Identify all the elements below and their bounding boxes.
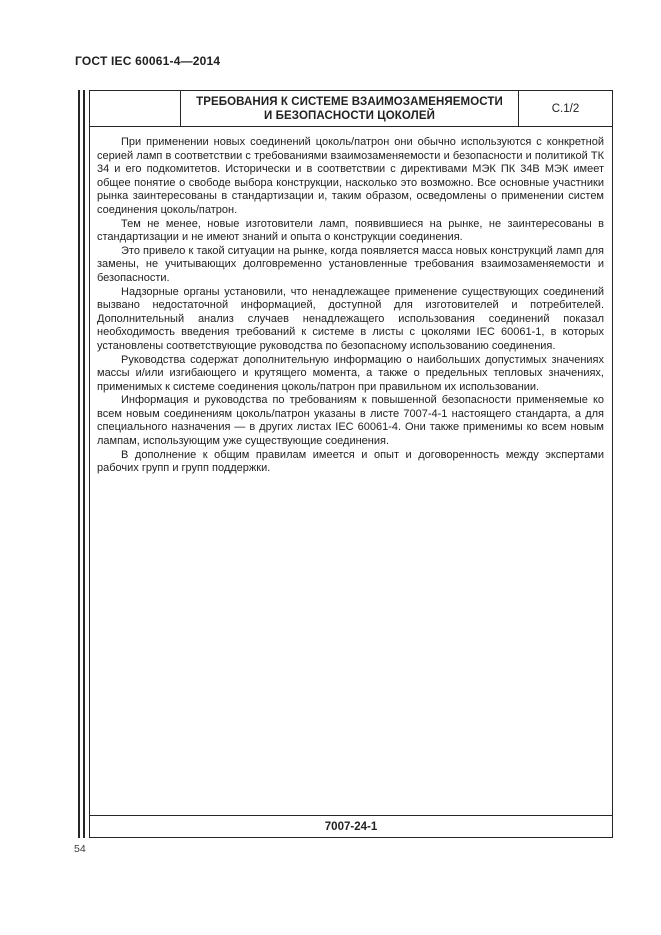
paragraph: Информация и руководства по требованиям к повышенной безопасности применяемые ко всем новым соединениям цоколь/патрон указаны в листе 7007-4-1 настоящего стандарта, а для специального назначения — в других листах IEC 60061-4. Они также применимы ко всем новым лампам, использующим уже существующие соединения.: [97, 394, 604, 448]
paragraph: В дополнение к общим правилам имеется и опыт и договоренность между экспертами рабочих групп и групп поддержки.: [97, 448, 604, 475]
sheet-title: [181, 91, 518, 126]
paragraph: При применении новых соединений цоколь/патрон они обычно используются с конкретной серией ламп в соответствии с требованиями взаимозаменяемости и безопасности и политикой ТК 34 и его подкомитетов. Исторически и в соответствии с директивами МЭК ПК 34В МЭК имеет общее понятие о свободе выбора конструкции, насколько это возможно. Все основные участники рынка заинтересованы в стандартизации и, таким образом, осведомлены о применении систем соединения цоколь/патрон.: [97, 136, 604, 216]
paragraph: Руководства содержат дополнительную информацию о наибольших допустимых значениях массы и/или изгибающего и крутящего момента, а также о предельных тепловых значениях, применимых к системе соединения цоколь/патрон при правильном их использовании.: [97, 353, 604, 393]
paragraph: Тем не менее, новые изготовители ламп, появившиеся на рынке, не заинтересованы в стандартизации и не имеют знаний и опыта о конструкции соединения.: [97, 217, 604, 244]
paragraph: Надзорные органы установили, что ненадлежащее применение существующих соединений вызвано недостаточной информацией, доступной для изготовителей и потребителей. Дополнительный анализ случаев ненадлежащего использования соединений показал необходимость введения требований к системе в листы с цоколями IEC 60061-1, в которых установлены соответствующие руководства по безопасному использованию соединения.: [97, 285, 604, 352]
sheet-footer: 7007-24-1: [90, 815, 612, 837]
sheet-ref: С.1/2: [518, 91, 612, 126]
sheet-title-line1: ТРЕБОВАНИЯ К СИСТЕМЕ ВЗАИМОЗАМЕНЯЕМОСТИ: [196, 95, 503, 108]
sheet-frame: [89, 90, 613, 838]
page-number: 54: [74, 843, 86, 855]
paragraph: Это привело к такой ситуации на рынке, когда появляется масса новых конструкций ламп для замены, не учитывающих долговременно установленные требования взаимозаменяемости и безопасности.: [97, 244, 604, 284]
sheet-header: [90, 91, 612, 127]
binding-mark-line: [83, 90, 85, 838]
running-head: ГОСТ IEC 60061-4—2014: [75, 54, 221, 68]
binding-mark-line: [78, 90, 80, 838]
body-paragraphs: [90, 127, 612, 815]
sheet-title-line2: И БЕЗОПАСНОСТИ ЦОКОЛЕЙ: [264, 109, 435, 122]
header-empty-cell: [90, 91, 181, 126]
